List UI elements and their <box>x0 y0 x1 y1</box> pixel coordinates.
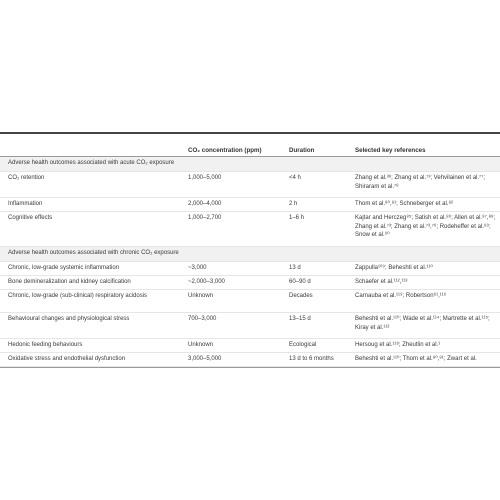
outcome-cell: CO₂ retention <box>8 175 45 181</box>
duration-cell: <4 h <box>289 175 301 181</box>
duration-cell: 2 h <box>289 201 298 207</box>
outcome-cell: Oxidative stress and endothelial dysfunction <box>8 356 126 362</box>
references-cell: Carnauba et al.¹¹⁹; Robertson⁶¹,¹¹⁶ <box>355 293 447 299</box>
references-cell: Beheshti et al.¹¹⁰; Thom et al.⁸⁰,⁸¹; Zwart et al. <box>355 356 477 362</box>
table-header-row <box>0 134 500 156</box>
table-row <box>0 313 500 339</box>
table-bottom-rule <box>0 367 500 368</box>
outcome-cell: Hedonic feeding behaviours <box>8 342 83 348</box>
concentration-cell: 1,000–5,000 <box>188 175 222 181</box>
concentration-cell: Unknown <box>188 342 214 348</box>
references-cell: Beheshti et al.¹¹⁰; Wade et al.¹¹⁴; Martrette et al.¹¹⁵; Kiray et al.¹¹² <box>355 316 490 331</box>
outcome-cell: Chronic, low-grade systemic inflammation <box>8 265 120 271</box>
outcome-cell: Cognitive effects <box>8 215 53 221</box>
co2-health-table <box>0 132 500 368</box>
concentration-cell: Unknown <box>188 293 214 299</box>
duration-cell: 60–90 d <box>289 279 311 285</box>
outcome-cell: Bone demineralization and kidney calcification <box>8 279 131 285</box>
concentration-cell: 700–3,000 <box>188 316 217 322</box>
table-row <box>0 290 500 313</box>
table-row <box>0 276 500 290</box>
duration-cell: 13 d to 6 months <box>289 356 334 362</box>
header-concentration: CO₂ concentration (ppm) <box>188 147 262 154</box>
table-row <box>0 172 500 198</box>
outcome-cell: Chronic, low-grade (sub-clinical) respiratory acidosis <box>8 293 148 299</box>
concentration-cell: 2,000–4,000 <box>188 201 222 207</box>
references-cell: Thom et al.⁸⁰,⁸¹; Schneberger et al.⁸² <box>355 201 454 207</box>
duration-cell: 13 d <box>289 265 301 271</box>
table-row <box>0 353 500 367</box>
header-duration: Duration <box>289 147 315 154</box>
section-title: Adverse health outcomes associated with acute CO₂ exposure <box>8 160 175 166</box>
section-title: Adverse health outcomes associated with chronic CO₂ exposure <box>8 250 179 256</box>
concentration-cell: 1,000–2,700 <box>188 215 222 221</box>
references-cell: Schaefer et al.¹¹²,¹¹³ <box>355 279 408 285</box>
references-cell: Kajtar and Herczeg⁸⁵; Satish et al.⁸⁶; Allen et al.⁸⁷,⁸⁸; Zhang et al.⁷³; Zhang et al.⁷³,⁷⁶; Rodeheffer et al.⁸⁹; Snow et al.⁹⁰ <box>355 215 496 238</box>
header-references: Selected key references <box>355 147 426 154</box>
duration-cell: 1–6 h <box>289 215 305 221</box>
section-heading-chronic <box>0 247 500 262</box>
table-row <box>0 339 500 353</box>
outcome-cell: Inflammation <box>8 201 43 207</box>
section-heading-acute <box>0 157 500 172</box>
references-cell: Zhang et al.³⁶; Zhang et al.⁷³; Vehvilainen et al.⁷⁷; Shiraram et al.⁷⁸ <box>355 175 486 190</box>
outcome-cell: Behavioural changes and physiological stress <box>8 316 130 322</box>
table-row <box>0 212 500 247</box>
concentration-cell: 3,000–5,000 <box>188 356 222 362</box>
references-cell: Hersoug et al.¹¹⁸; Zheutlin et al.¹ <box>355 342 441 348</box>
table-row <box>0 262 500 276</box>
duration-cell: Decades <box>289 293 313 299</box>
concentration-cell: ~2,000–3,000 <box>188 279 225 285</box>
duration-cell: 13–15 d <box>289 316 311 322</box>
concentration-cell: ~3,000 <box>188 265 207 271</box>
duration-cell: Ecological <box>289 342 317 348</box>
references-cell: Zappulla¹⁰⁹; Beheshti et al.¹¹⁰ <box>355 265 433 271</box>
table-row <box>0 198 500 212</box>
